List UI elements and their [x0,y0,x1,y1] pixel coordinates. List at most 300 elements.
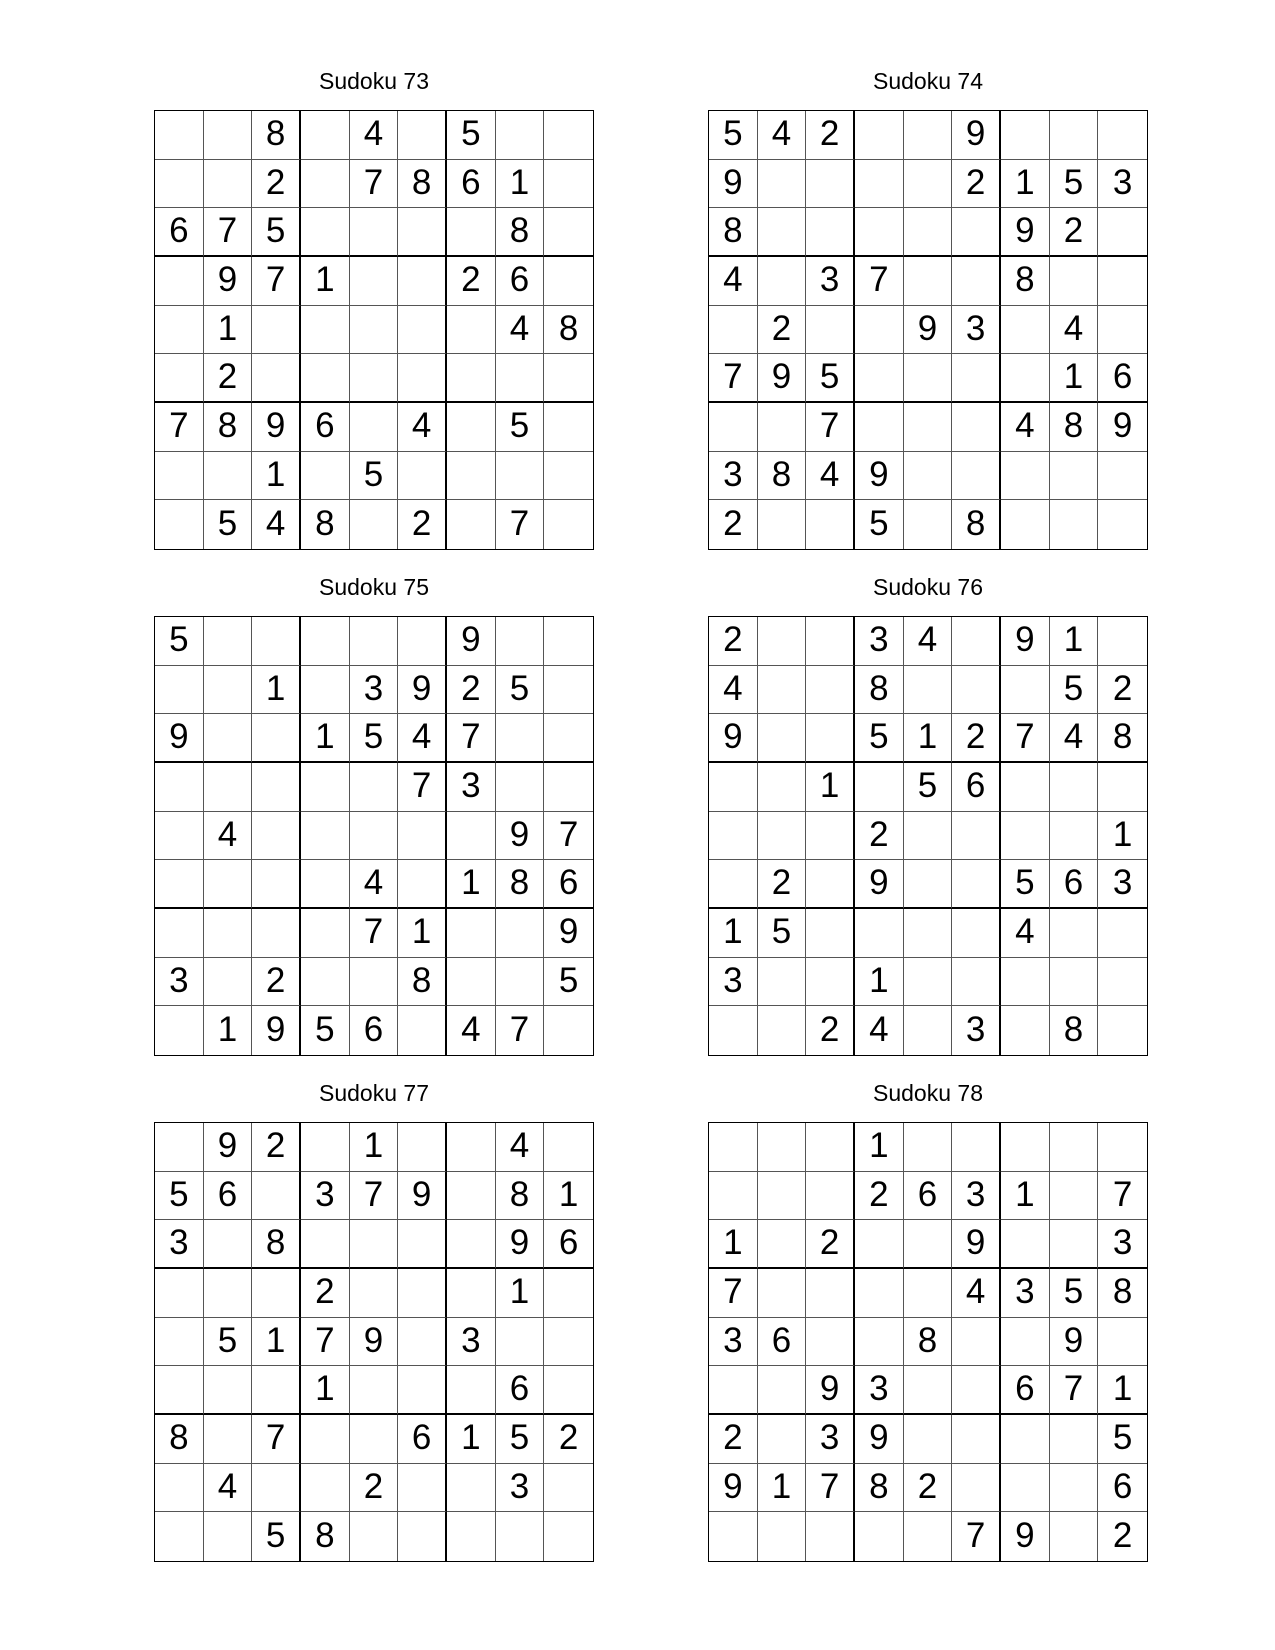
sudoku-cell: 1 [1050,617,1099,666]
sudoku-cell [204,617,253,666]
sudoku-cell [496,1512,545,1561]
sudoku-grid [154,616,594,1056]
sudoku-cell: 9 [447,617,496,666]
sudoku-puzzle-75 [154,574,594,1056]
sudoku-cell [855,403,904,452]
sudoku-cell [496,1318,545,1367]
sudoku-cell: 3 [952,1172,1001,1221]
sudoku-cell: 2 [952,714,1001,763]
sudoku-cell [544,257,593,306]
sudoku-cell: 9 [204,1123,253,1172]
sudoku-cell: 6 [301,403,350,452]
sudoku-cell [904,1269,953,1318]
sudoku-cell [1050,763,1099,812]
sudoku-cell: 2 [301,1269,350,1318]
sudoku-cell: 9 [855,860,904,909]
sudoku-cell: 4 [1050,306,1099,355]
sudoku-cell: 9 [1001,617,1050,666]
sudoku-cell [204,763,253,812]
sudoku-cell: 8 [252,1220,301,1269]
sudoku-cell: 8 [301,500,350,549]
sudoku-cell: 8 [301,1512,350,1561]
sudoku-cell [952,452,1001,501]
sudoku-cell [350,812,399,861]
sudoku-cell [155,257,204,306]
sudoku-cell [398,1464,447,1513]
sudoku-cell: 7 [544,812,593,861]
sudoku-cell [806,1512,855,1561]
sudoku-cell [1001,452,1050,501]
sudoku-cell [398,1269,447,1318]
sudoku-cell: 7 [252,257,301,306]
sudoku-cell [758,160,807,209]
sudoku-cell [758,403,807,452]
sudoku-cell: 5 [350,714,399,763]
sudoku-cell: 8 [1001,257,1050,306]
sudoku-cell [806,958,855,1007]
sudoku-cell [252,1464,301,1513]
sudoku-cell [904,860,953,909]
sudoku-cell [952,909,1001,958]
sudoku-cell [301,160,350,209]
sudoku-cell: 1 [855,958,904,1007]
sudoku-cell [350,1366,399,1415]
sudoku-cell: 3 [806,257,855,306]
sudoku-cell: 4 [447,1006,496,1055]
sudoku-cell: 3 [1098,160,1147,209]
sudoku-cell [952,860,1001,909]
sudoku-cell: 8 [1098,714,1147,763]
sudoku-cell: 2 [447,257,496,306]
sudoku-cell [398,1512,447,1561]
sudoku-cell: 5 [155,617,204,666]
sudoku-cell [398,111,447,160]
sudoku-cell [350,306,399,355]
sudoku-cell: 5 [1050,160,1099,209]
sudoku-cell [301,860,350,909]
sudoku-cell: 9 [904,306,953,355]
sudoku-cell [496,354,545,403]
sudoku-cell: 1 [252,666,301,715]
sudoku-cell: 2 [1112,1516,1133,1556]
sudoku-cell [1001,812,1050,861]
sudoku-cell: 7 [398,763,447,812]
sudoku-cell [1098,208,1147,257]
sudoku-cell [758,1123,807,1172]
sudoku-cell [952,208,1001,257]
sudoku-cell: 3 [350,666,399,715]
sudoku-cell: 7 [1098,1172,1147,1221]
sudoku-puzzle-77 [154,1080,594,1562]
sudoku-cell: 1 [1001,1172,1050,1221]
sudoku-cell [1050,1220,1099,1269]
sudoku-grid [708,110,1148,550]
sudoku-cell [447,500,496,549]
sudoku-cell: 2 [904,1464,953,1513]
sudoku-cell: 9 [1001,208,1050,257]
sudoku-cell [544,403,593,452]
sudoku-cell [1001,1006,1050,1055]
sudoku-cell: 7 [806,403,855,452]
sudoku-cell: 4 [496,306,545,355]
sudoku-cell: 5 [496,666,545,715]
sudoku-cell: 4 [952,1269,1001,1318]
sudoku-cell: 8 [855,1464,904,1513]
sudoku-cell [952,257,1001,306]
sudoku-grid [708,616,1148,1056]
sudoku-cell: 3 [155,958,204,1007]
sudoku-cell [301,1464,350,1513]
sudoku-cell [155,452,204,501]
sudoku-cell: 7 [350,909,399,958]
sudoku-cell: 6 [496,1366,545,1415]
sudoku-cell [544,500,593,549]
sudoku-cell: 8 [252,111,301,160]
sudoku-cell: 5 [904,763,953,812]
sudoku-cell [758,1006,807,1055]
sudoku-cell [350,617,399,666]
sudoku-cell [855,1318,904,1367]
sudoku-cell [758,666,807,715]
sudoku-cell [709,306,758,355]
sudoku-cell: 4 [904,617,953,666]
sudoku-cell: 3 [447,763,496,812]
sudoku-cell [544,1464,593,1513]
sudoku-cell [758,1512,807,1561]
sudoku-cell [1050,1512,1099,1561]
sudoku-cell [447,306,496,355]
sudoku-cell [544,452,593,501]
sudoku-cell: 8 [155,1415,204,1464]
sudoku-cell: 2 [709,500,758,549]
sudoku-cell [904,452,953,501]
sudoku-puzzle-74 [708,68,1148,550]
sudoku-cell: 3 [952,306,1001,355]
sudoku-cell [855,909,904,958]
sudoku-cell: 5 [252,208,301,257]
sudoku-cell: 1 [1098,812,1147,861]
sudoku-cell: 9 [496,812,545,861]
sudoku-cell: 1 [252,452,301,501]
sudoku-cell [204,1269,253,1318]
sudoku-cell: 1 [855,1123,904,1172]
sudoku-cell [350,958,399,1007]
sudoku-cell: 8 [398,958,447,1007]
sudoku-cell [447,403,496,452]
sudoku-cell [758,958,807,1007]
sudoku-cell: 4 [496,1123,545,1172]
sudoku-cell [758,617,807,666]
sudoku-cell: 9 [204,257,253,306]
sudoku-cell [904,812,953,861]
sudoku-cell: 3 [1098,1220,1147,1269]
sudoku-cell [155,812,204,861]
puzzle-title: Sudoku 76 [873,574,983,600]
sudoku-cell [758,1366,807,1415]
sudoku-cell: 4 [806,452,855,501]
sudoku-cell: 2 [806,111,855,160]
sudoku-cell [709,1172,758,1221]
sudoku-cell [709,403,758,452]
puzzle-title: Sudoku 73 [319,68,429,94]
sudoku-cell [544,1318,593,1367]
sudoku-cell: 4 [204,812,253,861]
sudoku-cell [806,860,855,909]
sudoku-cell [1001,1415,1050,1464]
sudoku-cell [952,1318,1001,1367]
puzzle-title: Sudoku 77 [319,1080,429,1106]
sudoku-cell: 2 [252,1123,301,1172]
sudoku-cell [398,1318,447,1367]
sudoku-cell [855,354,904,403]
sudoku-cell [252,714,301,763]
sudoku-cell [204,452,253,501]
sudoku-cell [447,1366,496,1415]
sudoku-cell [301,1220,350,1269]
sudoku-cell [806,208,855,257]
sudoku-cell [806,714,855,763]
sudoku-cell [758,812,807,861]
sudoku-cell: 9 [252,403,301,452]
sudoku-cell [904,403,953,452]
sudoku-cell [398,617,447,666]
sudoku-cell: 5 [709,111,758,160]
sudoku-grid [708,1122,1148,1562]
sudoku-cell: 2 [709,1415,758,1464]
sudoku-cell [350,500,399,549]
sudoku-cell [806,909,855,958]
sudoku-cell [952,1366,1001,1415]
sudoku-cell: 4 [398,403,447,452]
sudoku-cell [1098,617,1147,666]
sudoku-cell: 5 [1001,860,1050,909]
sudoku-cell: 5 [155,1172,204,1221]
sudoku-cell [301,617,350,666]
sudoku-cell: 5 [855,714,904,763]
sudoku-cell [904,354,953,403]
sudoku-puzzle-76 [708,574,1148,1056]
sudoku-cell: 8 [496,1172,545,1221]
sudoku-cell [301,1123,350,1172]
sudoku-cell: 1 [447,860,496,909]
sudoku-cell: 9 [855,1415,904,1464]
sudoku-puzzle-73 [154,68,594,550]
sudoku-cell [806,617,855,666]
sudoku-cell [398,860,447,909]
sudoku-cell: 6 [544,1220,593,1269]
sudoku-cell [155,500,204,549]
sudoku-cell [1001,500,1050,549]
sudoku-cell [252,909,301,958]
sudoku-cell: 9 [544,909,593,958]
sudoku-cell [155,1123,204,1172]
sudoku-cell [709,812,758,861]
sudoku-cell [447,812,496,861]
sudoku-cell [350,403,399,452]
sudoku-cell: 2 [204,354,253,403]
sudoku-cell [904,500,953,549]
sudoku-cell [350,1512,399,1561]
sudoku-cell [1098,958,1147,1007]
sudoku-cell [544,1269,593,1318]
sudoku-cell [1098,763,1147,812]
sudoku-cell: 1 [1098,1366,1147,1415]
sudoku-cell [447,1464,496,1513]
sudoku-cell: 9 [1098,403,1147,452]
sudoku-cell: 9 [758,354,807,403]
sudoku-cell: 4 [350,860,399,909]
sudoku-cell [301,763,350,812]
sudoku-cell: 5 [758,909,807,958]
sudoku-cell [758,500,807,549]
sudoku-cell [155,1366,204,1415]
sudoku-cell [952,403,1001,452]
sudoku-cell [1001,111,1050,160]
sudoku-cell: 1 [447,1415,496,1464]
sudoku-cell [496,452,545,501]
sudoku-cell: 4 [350,111,399,160]
sudoku-cell: 9 [806,1366,855,1415]
sudoku-cell: 7 [496,500,545,549]
sudoku-cell: 3 [1098,860,1147,909]
sudoku-cell: 6 [1001,1366,1050,1415]
sudoku-cell: 7 [204,208,253,257]
sudoku-cell [904,1123,953,1172]
sudoku-cell [496,958,545,1007]
sudoku-cell: 8 [952,500,1001,549]
sudoku-cell [252,763,301,812]
sudoku-cell: 8 [855,666,904,715]
sudoku-cell: 7 [301,1318,350,1367]
sudoku-cell: 2 [855,1172,904,1221]
sudoku-cell: 2 [1098,666,1147,715]
sudoku-cell [1098,500,1147,549]
sudoku-cell: 8 [1050,1006,1099,1055]
sudoku-cell: 1 [544,1172,593,1221]
puzzle-title: Sudoku 75 [319,574,429,600]
sudoku-cell [155,1512,204,1561]
sudoku-cell [544,354,593,403]
sudoku-cell [1001,1220,1050,1269]
sudoku-cell: 7 [952,1512,1001,1561]
sudoku-cell: 9 [952,1220,1001,1269]
sudoku-cell [155,763,204,812]
sudoku-cell [709,1123,758,1172]
sudoku-cell [155,354,204,403]
sudoku-cell [904,1366,953,1415]
sudoku-cell: 6 [496,257,545,306]
sudoku-cell: 1 [709,1220,758,1269]
sudoku-cell [758,1220,807,1269]
sudoku-cell [252,617,301,666]
sudoku-cell: 2 [447,666,496,715]
sudoku-cell: 5 [1098,1415,1147,1464]
sudoku-cell [1050,1172,1099,1221]
sudoku-cell [544,763,593,812]
sudoku-cell: 6 [398,1415,447,1464]
sudoku-cell [806,1318,855,1367]
sudoku-cell: 6 [155,208,204,257]
sudoku-cell: 3 [155,1220,204,1269]
sudoku-cell [447,1123,496,1172]
sudoku-cell [447,354,496,403]
sudoku-cell: 5 [496,1415,545,1464]
sudoku-cell [544,1006,593,1055]
puzzle-title: Sudoku 78 [873,1080,983,1106]
sudoku-cell [155,111,204,160]
sudoku-cell: 2 [952,160,1001,209]
sudoku-cell: 2 [1050,208,1099,257]
sudoku-cell: 6 [1050,860,1099,909]
sudoku-cell: 2 [398,500,447,549]
sudoku-cell [252,1172,301,1221]
sudoku-cell: 5 [204,500,253,549]
sudoku-cell [904,1220,953,1269]
sudoku-cell [904,1512,953,1561]
sudoku-cell [301,208,350,257]
sudoku-cell [806,1172,855,1221]
sudoku-cell [447,958,496,1007]
sudoku-cell [398,306,447,355]
sudoku-cell [952,666,1001,715]
sudoku-cell [904,666,953,715]
sudoku-cell [496,617,545,666]
sudoku-cell [709,1006,758,1055]
sudoku-cell [204,958,253,1007]
sudoku-cell [447,1172,496,1221]
sudoku-cell: 2 [252,160,301,209]
sudoku-cell [350,257,399,306]
sudoku-cell: 5 [496,403,545,452]
sudoku-cell [1001,1464,1050,1513]
sudoku-cell [758,1172,807,1221]
sudoku-cell [155,1464,204,1513]
sudoku-cell: 1 [1001,160,1050,209]
sudoku-cell: 7 [1001,714,1050,763]
sudoku-cell [758,714,807,763]
sudoku-cell [301,909,350,958]
sudoku-cell [904,208,953,257]
sudoku-cell [350,1220,399,1269]
sudoku-cell: 9 [496,1220,545,1269]
sudoku-cell [758,208,807,257]
sudoku-cell: 9 [709,714,758,763]
sudoku-cell: 1 [301,714,350,763]
sudoku-cell: 5 [447,111,496,160]
sudoku-cell: 6 [447,160,496,209]
sudoku-cell: 7 [155,403,204,452]
sudoku-cell: 9 [709,160,758,209]
sudoku-cell: 3 [855,617,904,666]
sudoku-cell [1098,306,1147,355]
sudoku-cell: 1 [496,160,545,209]
sudoku-cell [496,111,545,160]
sudoku-cell: 8 [398,160,447,209]
sudoku-cell: 4 [252,500,301,549]
sudoku-cell [301,111,350,160]
puzzle-title: Sudoku 74 [873,68,983,94]
sudoku-cell [952,1415,1001,1464]
sudoku-cell [496,763,545,812]
sudoku-cell [952,958,1001,1007]
sudoku-cell: 3 [301,1172,350,1221]
sudoku-cell [952,354,1001,403]
sudoku-cell: 4 [1050,714,1099,763]
sudoku-cell [447,1512,496,1561]
sudoku-cell: 3 [709,1318,758,1367]
sudoku-cell: 5 [544,958,593,1007]
sudoku-cell: 7 [350,160,399,209]
